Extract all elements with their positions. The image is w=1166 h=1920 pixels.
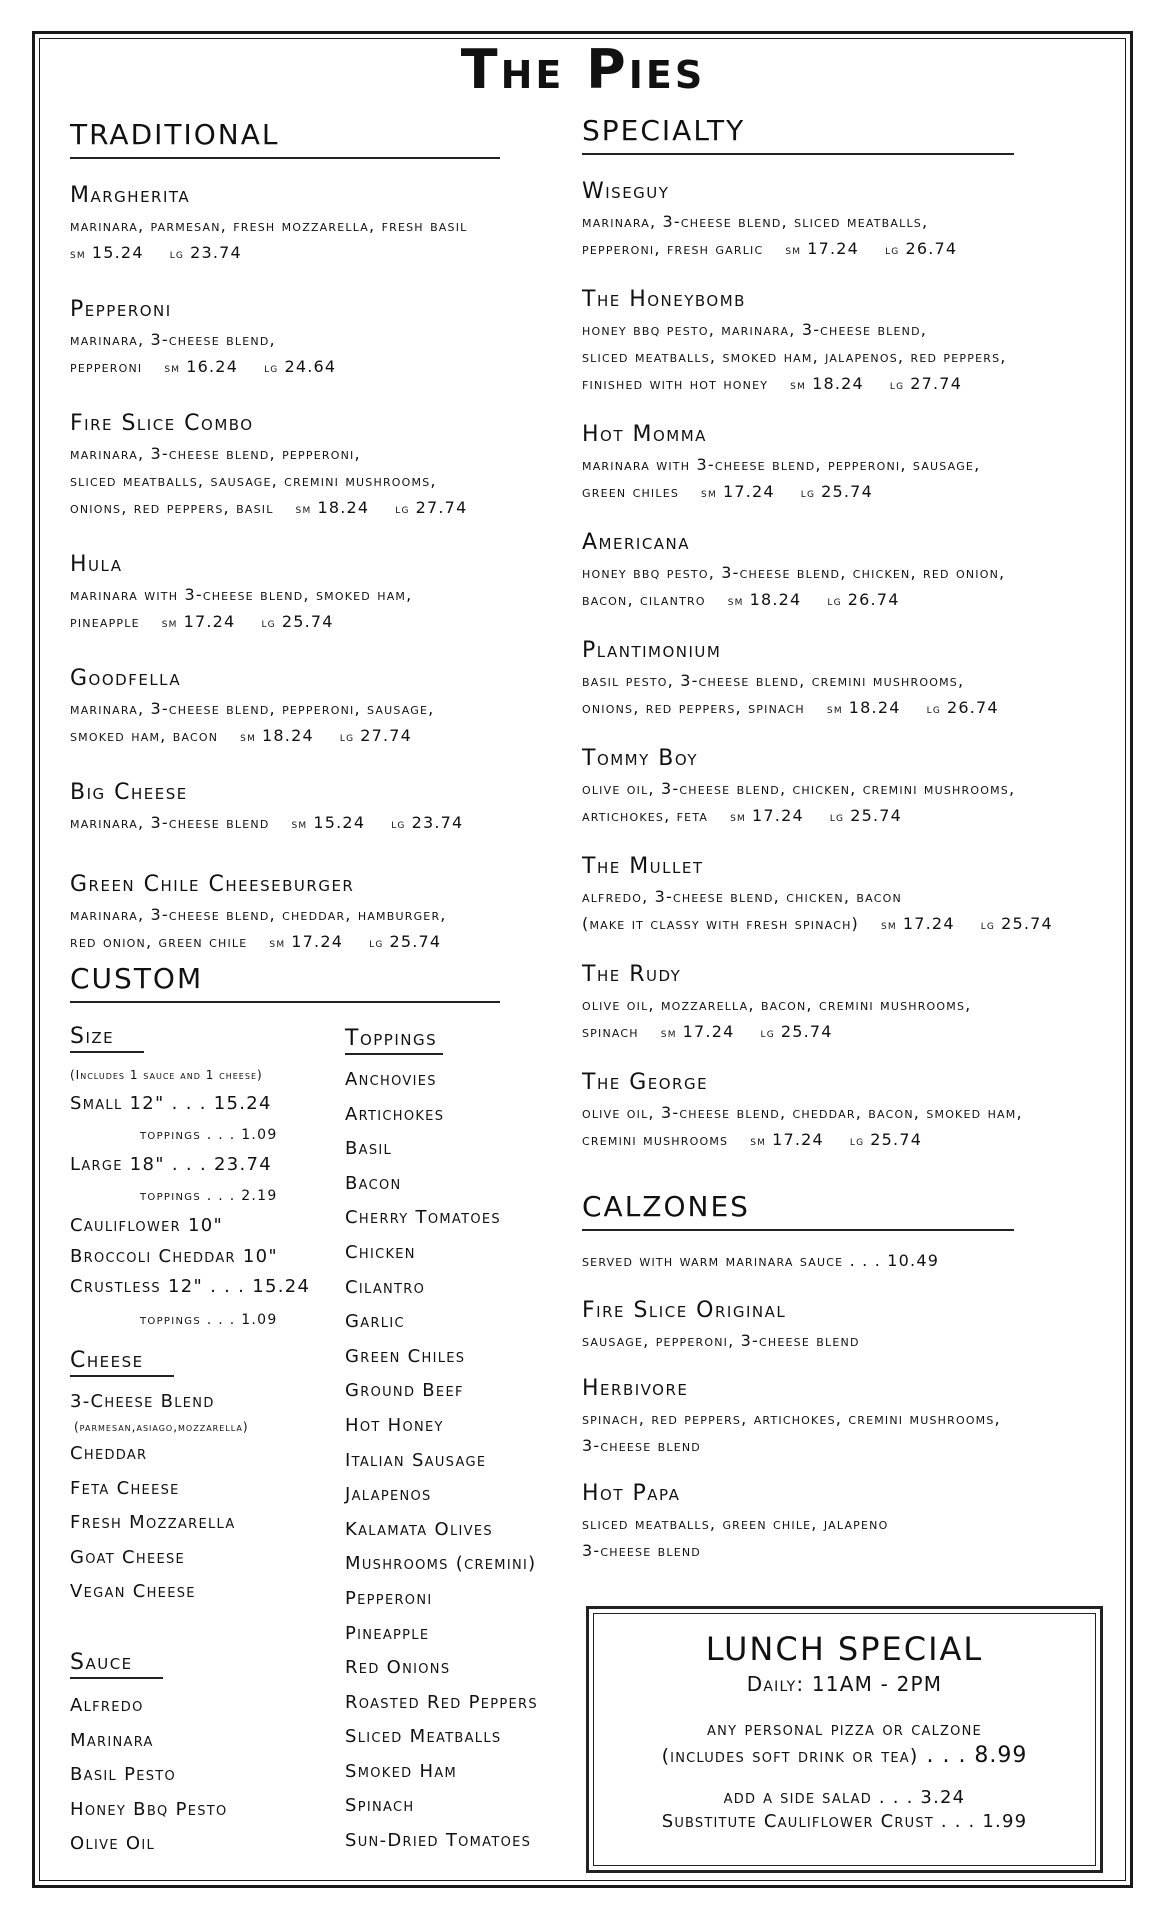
price-sm: 18.24: [848, 698, 901, 717]
lunch-line2: (includes soft drink or tea): [661, 1745, 919, 1767]
topping-item: Spinach: [345, 1795, 415, 1817]
menu-item: [70, 411, 510, 523]
description-line: [70, 901, 510, 928]
custom-heading: CUSTOM: [70, 962, 500, 1003]
description-text: smoked ham, bacon: [70, 726, 219, 745]
size-lg-label: lg: [261, 616, 276, 631]
item-description: [70, 901, 510, 957]
item-name: Tommy Boy: [582, 746, 699, 771]
cheese-list: [70, 1437, 330, 1610]
description-text: marinara, 3-cheese blend, sliced meatballs,: [582, 212, 929, 231]
menu-item: [582, 746, 1122, 831]
description-line: 3-cheese blend: [582, 1541, 701, 1560]
item-prices-lg: [885, 239, 957, 258]
topping-item: Roasted Red Peppers: [345, 1691, 538, 1713]
item-prices: [164, 357, 238, 376]
description-text: (make it classy with fresh spinach): [582, 914, 859, 933]
topping-item: Red Onions: [345, 1657, 451, 1679]
price-sm: 15.24: [313, 813, 366, 832]
item-prices: [162, 612, 236, 631]
description-line: [582, 802, 1122, 831]
item-description: [582, 991, 1122, 1047]
calzones-served: served with warm marinara sauce . . . 10.49: [582, 1251, 940, 1270]
sauce-item: Alfredo: [70, 1695, 144, 1716]
size-lg-label: lg: [395, 502, 410, 517]
item-name: The Rudy: [582, 962, 682, 987]
item-prices-lg: [340, 726, 412, 745]
description-text: olive oil, 3-cheese blend, cheddar, bacon, smoked ham,: [582, 1103, 1023, 1122]
size-lg-label: lg: [760, 1026, 775, 1041]
item-prices-lg: [170, 243, 242, 262]
price-sm: 17.24: [682, 1022, 735, 1041]
description-line: [70, 440, 510, 467]
menu-item: [582, 1070, 1122, 1155]
description-text: onions, red peppers, basil: [70, 498, 274, 517]
price-sm: 18.24: [262, 726, 314, 745]
sauce-list: [70, 1689, 330, 1862]
size-lg-label: lg: [849, 1134, 865, 1149]
description-line: [582, 775, 1122, 802]
menu-item: [582, 962, 1122, 1047]
calzones-list: [582, 1298, 1122, 1564]
calzones-heading: CALZONES: [582, 1190, 1014, 1231]
description-line: [70, 467, 510, 494]
topping-item: Bacon: [345, 1172, 402, 1194]
size-lg-label: lg: [391, 817, 406, 832]
description-line: [70, 809, 510, 838]
description-line: [582, 1126, 1122, 1155]
topping-item: Pineapple: [345, 1622, 430, 1644]
description-line: [582, 343, 1122, 370]
calzone-name: Herbivore: [582, 1376, 689, 1401]
calzone-name: Hot Papa: [582, 1481, 681, 1506]
item-prices: [661, 1022, 735, 1041]
size-sm-label: sm: [269, 936, 286, 951]
menu-item: [582, 179, 1122, 264]
size-sm-label: sm: [660, 1026, 677, 1041]
description-line: [70, 212, 510, 239]
price-lg: 25.74: [870, 1130, 923, 1149]
cheese-item: Feta Cheese: [70, 1477, 180, 1499]
item-prices: [881, 914, 955, 933]
lunch-substitute: Substitute Cauliflower Crust . . . 1.99: [661, 1811, 1028, 1832]
description-line: [582, 883, 1122, 910]
size-sm-label: sm: [826, 702, 843, 717]
description-text: marinara with 3-cheese blend, pepperoni, sausage,: [582, 455, 981, 474]
size-crustless-toppings: toppings . . . 1.09: [140, 1311, 278, 1328]
description-text: honey bbq pesto, 3-cheese blend, chicken, red onion,: [582, 563, 1006, 582]
price-sm: 16.24: [186, 357, 239, 376]
topping-item: Kalamata Olives: [345, 1518, 493, 1540]
topping-item: Artichokes: [345, 1103, 445, 1125]
description-line: [70, 581, 510, 608]
size-large: Large 18" . . . 23.74: [70, 1154, 273, 1175]
size-lg-label: lg: [980, 918, 996, 933]
lunch-special-box: [586, 1606, 1103, 1873]
size-sm-label: sm: [164, 361, 181, 376]
sauce-item: Honey Bbq Pesto: [70, 1798, 228, 1820]
item-name: Big Cheese: [70, 780, 188, 805]
calzone-item: [582, 1298, 1122, 1354]
item-prices-lg: [981, 914, 1053, 933]
description-text: basil pesto, 3-cheese blend, cremini mushrooms,: [582, 671, 965, 690]
description-text: marinara, 3-cheese blend, pepperoni, sausage,: [70, 699, 435, 718]
sauce-item: Basil Pesto: [70, 1764, 177, 1785]
size-sm-label: sm: [240, 730, 257, 745]
size-large-toppings: toppings . . . 2.19: [140, 1187, 278, 1204]
description-text: bacon, cilantro: [582, 590, 706, 609]
calzone-name: Fire Slice Original: [582, 1298, 787, 1323]
description-line: [70, 608, 510, 637]
description-text: marinara, 3-cheese blend, cheddar, hamburger,: [70, 905, 447, 924]
description-text: alfredo, 3-cheese blend, chicken, bacon: [582, 887, 902, 906]
lunch-special-inner: [593, 1613, 1096, 1866]
description-text: marinara, 3-cheese blend, pepperoni: [70, 330, 276, 376]
size-small-toppings: toppings . . . 1.09: [140, 1126, 278, 1143]
description-text: marinara, 3-cheese blend, pepperoni,: [70, 444, 361, 463]
size-cauliflower: Cauliflower 10": [70, 1215, 224, 1236]
description-text: finished with hot honey: [582, 374, 769, 393]
sauce-heading: Sauce: [70, 1650, 163, 1679]
description-line: [70, 326, 510, 382]
topping-item: Italian Sausage: [345, 1449, 487, 1471]
item-name: Margherita: [70, 183, 191, 208]
item-prices-lg: [827, 590, 899, 609]
size-section: [70, 1024, 330, 1337]
price-lg: 24.64: [284, 357, 337, 376]
traditional-section: [70, 118, 510, 986]
size-broccoli: Broccoli Cheddar 10": [70, 1245, 278, 1267]
price-line: [70, 239, 510, 268]
item-prices: [70, 243, 144, 262]
item-description: [582, 316, 1122, 399]
price-sm: 18.24: [812, 374, 864, 393]
item-name: Hula: [70, 552, 123, 577]
topping-item: Hot Honey: [345, 1414, 444, 1436]
size-small: Small 12" . . . 15.24: [70, 1093, 272, 1114]
price-sm: 17.24: [183, 612, 236, 631]
topping-item: Basil: [345, 1138, 393, 1160]
description-text: green chiles: [582, 482, 680, 501]
menu-item: [582, 638, 1122, 723]
price-lg: 25.74: [821, 482, 873, 501]
sauce-item: Marinara: [70, 1729, 154, 1751]
cheese-blend-note: (parmesan,asiago,mozzarella): [74, 1420, 249, 1434]
item-name: The Honeybomb: [582, 287, 746, 312]
size-lg-label: lg: [885, 243, 900, 258]
lunch-salad: add a side salad . . . 3.24: [723, 1787, 966, 1808]
size-sm-label: sm: [70, 247, 86, 262]
topping-item: Smoked Ham: [345, 1760, 457, 1782]
description-text: olive oil, 3-cheese blend, chicken, cremini mushrooms,: [582, 779, 1016, 798]
item-description: [70, 695, 510, 751]
price-lg: 27.74: [360, 726, 413, 745]
price-lg: 25.74: [780, 1022, 833, 1041]
price-sm: 17.24: [722, 482, 775, 501]
price-lg: 23.74: [411, 813, 464, 832]
item-prices-lg: [830, 806, 902, 825]
item-name: Plantimonium: [582, 638, 722, 663]
page-title: The Pies: [460, 38, 706, 101]
lunch-title: LUNCH SPECIAL: [705, 1630, 984, 1668]
menu-item: [70, 552, 510, 637]
topping-item: Sliced Meatballs: [345, 1726, 502, 1748]
topping-item: Green Chiles: [345, 1345, 466, 1367]
menu-item: [70, 297, 510, 382]
item-prices: [785, 239, 859, 258]
description-line: [582, 667, 1122, 694]
price-sm: 17.24: [291, 932, 344, 951]
item-name: Green Chile Cheeseburger: [70, 872, 355, 897]
item-name: Wiseguy: [582, 179, 670, 204]
item-description: [582, 451, 1122, 507]
size-heading: Size: [70, 1024, 144, 1053]
item-prices-lg: [850, 1130, 922, 1149]
topping-item: Cherry Tomatoes: [345, 1207, 501, 1229]
custom-section: [70, 962, 510, 1021]
price-sm: 17.24: [752, 806, 804, 825]
item-description: [70, 809, 510, 838]
item-prices-lg: [760, 1022, 832, 1041]
size-sm-label: sm: [161, 616, 178, 631]
menu-item: [582, 287, 1122, 399]
price-lg: 27.74: [415, 498, 468, 517]
item-description: [582, 559, 1122, 615]
size-sm-label: sm: [701, 486, 717, 501]
description-text: artichokes, feta: [582, 806, 709, 825]
lunch-line1: any personal pizza or calzone: [707, 1718, 982, 1740]
size-sm-label: sm: [790, 378, 807, 393]
size-sm-label: sm: [881, 918, 897, 933]
description-line: [582, 559, 1122, 586]
description-line: [70, 722, 510, 751]
price-lg: 25.74: [389, 932, 442, 951]
item-description: [70, 581, 510, 637]
topping-item: Sun-Dried Tomatoes: [345, 1830, 532, 1852]
menu-item: [70, 780, 510, 838]
description-line: [582, 694, 1122, 723]
menu-item: [582, 854, 1122, 939]
sauce-item: Olive Oil: [70, 1833, 156, 1854]
menu-item: [582, 422, 1122, 507]
size-sm-label: sm: [785, 243, 802, 258]
item-name: Hot Momma: [582, 422, 707, 447]
price-lg: 26.74: [947, 698, 999, 717]
description-text: spinach: [582, 1022, 639, 1041]
price-sm: 15.24: [91, 243, 144, 262]
description-text: olive oil, mozzarella, bacon, cremini mushrooms,: [582, 995, 972, 1014]
description-line: [582, 370, 1122, 399]
item-prices: [701, 482, 775, 501]
description-line: [582, 451, 1122, 478]
size-sm-label: sm: [291, 817, 308, 832]
description-text: honey bbq pesto, marinara, 3-cheese blend,: [582, 320, 928, 339]
description-text: onions, red peppers, spinach: [582, 698, 805, 717]
item-prices-lg: [261, 612, 333, 631]
item-prices-lg: [927, 698, 999, 717]
item-name: The George: [582, 1070, 709, 1095]
size-sm-label: sm: [730, 810, 747, 825]
price-lg: 23.74: [190, 243, 242, 262]
calzone-description: [582, 1405, 1122, 1459]
traditional-list: [70, 183, 510, 957]
size-sm-label: sm: [295, 502, 312, 517]
item-prices-lg: [801, 482, 873, 501]
price-sm: 17.24: [772, 1130, 824, 1149]
size-lg-label: lg: [369, 936, 384, 951]
specialty-section: [582, 114, 1122, 1178]
description-line: 3-cheese blend: [582, 1436, 701, 1455]
item-prices: [827, 698, 901, 717]
description-text: marinara, parmesan, fresh mozzarella, fresh basil: [70, 216, 468, 235]
size-crustless: Crustless 12" . . . 15.24: [70, 1276, 311, 1297]
item-prices-lg: [890, 374, 962, 393]
description-text: sliced meatballs, sausage, cremini mushrooms,: [70, 471, 437, 490]
description-text: marinara, 3-cheese blend: [70, 813, 270, 832]
item-description: [582, 775, 1122, 831]
price-lg: 27.74: [910, 374, 963, 393]
description-line: [582, 478, 1122, 507]
item-prices: [296, 498, 370, 517]
description-line: [582, 235, 1122, 264]
item-name: Goodfella: [70, 666, 182, 691]
price-lg: 26.74: [905, 239, 958, 258]
price-lg: 25.74: [281, 612, 334, 631]
topping-item: Cilantro: [345, 1276, 426, 1298]
topping-item: Chicken: [345, 1241, 416, 1263]
description-text: cremini mushrooms: [582, 1130, 729, 1149]
description-line: [70, 928, 510, 957]
toppings-list: [345, 1063, 585, 1859]
description-line: [582, 316, 1122, 343]
traditional-heading: TRADITIONAL: [70, 118, 500, 159]
specialty-list: [582, 179, 1122, 1155]
lunch-hours: Daily: 11AM - 2PM: [746, 1672, 943, 1696]
price-lg: 25.74: [1001, 914, 1053, 933]
description-line: sliced meatballs, green chile, jalapeno: [582, 1514, 889, 1533]
item-name: Pepperoni: [70, 297, 172, 322]
item-prices: [292, 813, 366, 832]
lunch-line2-row: [594, 1743, 1095, 1770]
price-sm: 18.24: [749, 590, 802, 609]
cheese-blend: 3-Cheese Blend: [70, 1391, 215, 1412]
cheese-item: Vegan Cheese: [70, 1581, 196, 1602]
menu-item: [70, 666, 510, 751]
size-sm-label: sm: [727, 594, 744, 609]
description-text: red onion, green chile: [70, 932, 248, 951]
topping-item: Jalapenos: [345, 1484, 432, 1506]
topping-item: Ground Beef: [345, 1380, 464, 1402]
cheese-item: Goat Cheese: [70, 1546, 186, 1568]
sauce-section: [70, 1650, 330, 1862]
size-note: (Includes 1 sauce and 1 cheese): [70, 1068, 263, 1082]
menu-item: [70, 183, 510, 268]
specialty-heading: SPECIALTY: [582, 114, 1014, 155]
size-lg-label: lg: [339, 730, 355, 745]
size-lg-label: lg: [800, 486, 816, 501]
calzones-section: [582, 1190, 1122, 1586]
lunch-line2-price: . . . 8.99: [918, 1743, 1028, 1768]
item-prices-lg: [391, 813, 463, 832]
topping-item: Pepperoni: [345, 1587, 433, 1609]
item-prices: [730, 806, 804, 825]
cheese-section: [70, 1348, 330, 1610]
item-prices-lg: [395, 498, 467, 517]
price-sm: 17.24: [807, 239, 860, 258]
item-description: [70, 212, 510, 268]
description-line: [582, 1018, 1122, 1047]
price-sm: 17.24: [902, 914, 955, 933]
description-line: spinach, red peppers, artichokes, cremini mushrooms,: [582, 1409, 1001, 1428]
item-prices: [728, 590, 802, 609]
description-line: [582, 910, 1122, 939]
item-prices: [750, 1130, 824, 1149]
size-lg-label: lg: [264, 361, 279, 376]
topping-item: Mushrooms (cremini): [345, 1553, 537, 1575]
description-text: marinara with 3-cheese blend, smoked ham,: [70, 585, 413, 604]
description-line: [582, 208, 1122, 235]
item-description: [582, 1099, 1122, 1155]
topping-item: Anchovies: [345, 1069, 437, 1090]
item-prices: [269, 932, 343, 951]
description-text: sliced meatballs, smoked ham, jalapenos, red peppers,: [582, 347, 1007, 366]
description-text: pineapple: [70, 612, 140, 631]
item-description: [582, 667, 1122, 723]
cheese-item: Fresh Mozzarella: [70, 1512, 236, 1533]
size-lg-label: lg: [827, 594, 842, 609]
cheese-heading: Cheese: [70, 1348, 174, 1377]
menu-item: [70, 872, 510, 957]
price-sm: 18.24: [317, 498, 370, 517]
calzone-item: [582, 1481, 1122, 1564]
item-name: The Mullet: [582, 854, 704, 879]
topping-item: Garlic: [345, 1311, 405, 1333]
price-lg: 26.74: [847, 590, 900, 609]
size-lg-label: lg: [169, 247, 185, 262]
size-sm-label: sm: [750, 1134, 767, 1149]
item-description: [582, 208, 1122, 264]
size-lg-label: lg: [829, 810, 845, 825]
description-text: pepperoni, fresh garlic: [582, 239, 764, 258]
item-prices: [240, 726, 314, 745]
toppings-heading: Toppings: [345, 1026, 443, 1055]
size-lg-label: lg: [889, 378, 905, 393]
item-description: [70, 440, 510, 523]
description-line: [582, 991, 1122, 1018]
toppings-section: [345, 1026, 585, 1859]
item-description: [70, 326, 510, 382]
cheese-item: Cheddar: [70, 1443, 148, 1464]
item-description: [582, 883, 1122, 939]
item-prices-lg: [369, 932, 441, 951]
calzone-item: [582, 1376, 1122, 1459]
size-lg-label: lg: [926, 702, 941, 717]
description-line: [582, 586, 1122, 615]
price-lg: 25.74: [850, 806, 903, 825]
menu-item: [582, 530, 1122, 615]
calzone-description: [582, 1327, 1122, 1354]
description-line: [582, 1099, 1122, 1126]
description-line: [70, 494, 510, 523]
item-prices: [790, 374, 864, 393]
item-prices-lg: [264, 357, 336, 376]
item-name: Americana: [582, 530, 691, 555]
description-line: [70, 695, 510, 722]
description-line: sausage, pepperoni, 3-cheese blend: [582, 1331, 860, 1350]
calzone-description: [582, 1510, 1122, 1564]
item-name: Fire Slice Combo: [70, 411, 254, 436]
